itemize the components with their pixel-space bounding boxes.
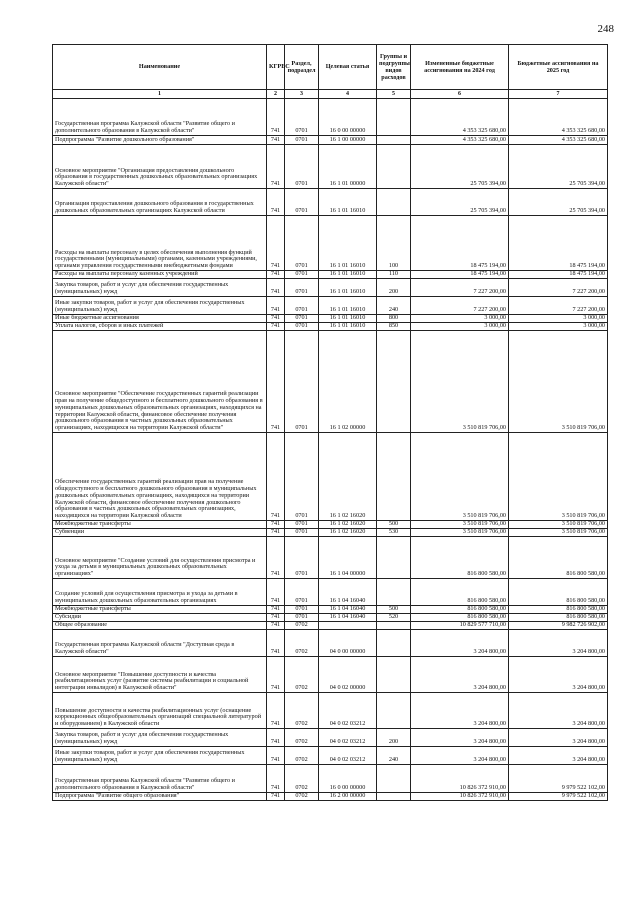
table-row — [53, 189, 608, 216]
row-allocation-2025: 3 510 819 706,00 — [509, 521, 608, 529]
row-kgrbs: 741 — [267, 315, 285, 323]
row-expense-group — [377, 145, 411, 189]
column-number: 4 — [319, 90, 377, 99]
row-allocation-2024: 816 800 580,00 — [411, 606, 509, 614]
table-row — [53, 622, 608, 630]
row-allocation-2025: 25 705 394,00 — [509, 189, 608, 216]
row-allocation-2024: 25 705 394,00 — [411, 145, 509, 189]
column-number-row — [53, 90, 608, 99]
row-section: 0701 — [285, 99, 319, 136]
row-name: Иные закупки товаров, работ и услуг для обеспечения государственных (муниципальных) нужд — [53, 297, 267, 315]
row-allocation-2024: 3 510 819 706,00 — [411, 529, 509, 537]
row-name: Обеспечение государственных гарантий реализации прав на получение общедоступного и бесплатного дошкольного образования в муниципальных дошкольных образовательных организациях, находящихся на территории Калужской области, финансовое обеспечение получения дошкольного образования в частных дошкольных образовательных организациях, находящихся на территории Калужской области — [53, 433, 267, 521]
row-allocation-2024: 3 000,00 — [411, 323, 509, 331]
table-row — [53, 657, 608, 693]
row-kgrbs: 741 — [267, 323, 285, 331]
row-allocation-2024: 3 510 819 706,00 — [411, 433, 509, 521]
header-allocation-2024: Измененные бюджетные ассигнования на 2024 год — [411, 45, 509, 90]
row-allocation-2025: 9 979 522 102,00 — [509, 765, 608, 793]
header-expense-group: Группы и подгруппы видов расходов — [377, 45, 411, 90]
table-row — [53, 747, 608, 765]
row-expense-group — [377, 433, 411, 521]
row-target-article: 16 1 01 16010 — [319, 315, 377, 323]
table-row — [53, 216, 608, 271]
row-target-article: 16 1 04 16040 — [319, 579, 377, 606]
row-kgrbs: 741 — [267, 279, 285, 297]
row-allocation-2025: 4 353 325 680,00 — [509, 99, 608, 136]
row-name: Расходы на выплаты персоналу в целях обеспечения выполнения функций государственными (муниципальными) органами, казенными учреждениями, органами управления государственными внебюджетными фондами — [53, 216, 267, 271]
row-section: 0701 — [285, 433, 319, 521]
row-name: Иные закупки товаров, работ и услуг для обеспечения государственных (муниципальных) нужд — [53, 747, 267, 765]
row-allocation-2024: 3 204 800,00 — [411, 693, 509, 729]
header-kgrbs: КГРБС — [267, 45, 285, 90]
row-allocation-2025: 3 000,00 — [509, 323, 608, 331]
table-row — [53, 630, 608, 657]
column-number: 3 — [285, 90, 319, 99]
row-allocation-2024: 3 204 800,00 — [411, 729, 509, 747]
row-expense-group: 240 — [377, 297, 411, 315]
row-allocation-2025: 816 800 580,00 — [509, 614, 608, 622]
row-target-article: 04 0 02 03212 — [319, 693, 377, 729]
row-section: 0702 — [285, 657, 319, 693]
row-target-article: 16 1 04 16040 — [319, 614, 377, 622]
row-section: 0701 — [285, 297, 319, 315]
row-allocation-2025: 4 353 325 680,00 — [509, 136, 608, 145]
row-kgrbs: 741 — [267, 579, 285, 606]
header-section: Раздел, подраздел — [285, 45, 319, 90]
row-expense-group — [377, 331, 411, 433]
row-target-article: 16 1 04 00000 — [319, 537, 377, 579]
row-section: 0702 — [285, 693, 319, 729]
row-expense-group: 520 — [377, 614, 411, 622]
row-name: Подпрограмма "Развитие дошкольного образования" — [53, 136, 267, 145]
row-allocation-2025: 7 227 200,00 — [509, 279, 608, 297]
row-target-article: 04 0 02 03212 — [319, 729, 377, 747]
row-allocation-2024: 18 475 194,00 — [411, 216, 509, 271]
header-name: Наименование — [53, 45, 267, 90]
row-name: Создание условий для осуществления присмотра и ухода за детьми в муниципальных дошкольных образовательных организациях — [53, 579, 267, 606]
row-expense-group — [377, 622, 411, 630]
row-allocation-2024: 3 510 819 706,00 — [411, 331, 509, 433]
row-allocation-2024: 10 829 577 710,00 — [411, 622, 509, 630]
row-allocation-2025: 9 979 522 102,00 — [509, 793, 608, 801]
row-allocation-2025: 3 510 819 706,00 — [509, 433, 608, 521]
row-expense-group: 500 — [377, 521, 411, 529]
row-allocation-2024: 7 227 200,00 — [411, 297, 509, 315]
table-row — [53, 693, 608, 729]
row-target-article: 16 1 01 16010 — [319, 323, 377, 331]
row-allocation-2025: 7 227 200,00 — [509, 297, 608, 315]
row-kgrbs: 741 — [267, 529, 285, 537]
row-expense-group — [377, 99, 411, 136]
row-name: Уплата налогов, сборов и иных платежей — [53, 323, 267, 331]
row-kgrbs: 741 — [267, 622, 285, 630]
row-allocation-2024: 4 353 325 680,00 — [411, 99, 509, 136]
row-section: 0701 — [285, 537, 319, 579]
row-expense-group — [377, 136, 411, 145]
row-name: Организация предоставления дошкольного образования в государственных дошкольных образовательных организациях Калужской области — [53, 189, 267, 216]
row-expense-group: 200 — [377, 279, 411, 297]
column-number: 1 — [53, 90, 267, 99]
row-expense-group — [377, 793, 411, 801]
row-allocation-2024: 3 204 800,00 — [411, 657, 509, 693]
table-row — [53, 579, 608, 606]
row-section: 0702 — [285, 630, 319, 657]
row-expense-group — [377, 765, 411, 793]
row-name: Подпрограмма "Развитие общего образования" — [53, 793, 267, 801]
row-expense-group — [377, 693, 411, 729]
row-allocation-2024: 7 227 200,00 — [411, 279, 509, 297]
row-name: Основное мероприятие "Повышение доступности и качества реабилитационных услуг (развитие системы реабилитации и социальной интеграции инвалидов) в Калужской области" — [53, 657, 267, 693]
row-target-article: 16 2 00 00000 — [319, 793, 377, 801]
row-name: Государственная программа Калужской области "Развитие общего и дополнительного образования в Калужской области" — [53, 765, 267, 793]
row-target-article: 16 1 01 16010 — [319, 216, 377, 271]
row-allocation-2024: 18 475 194,00 — [411, 271, 509, 279]
row-section: 0701 — [285, 323, 319, 331]
row-allocation-2024: 3 204 800,00 — [411, 747, 509, 765]
row-section: 0702 — [285, 793, 319, 801]
row-kgrbs: 741 — [267, 693, 285, 729]
row-allocation-2025: 3 510 819 706,00 — [509, 331, 608, 433]
table-row — [53, 297, 608, 315]
row-kgrbs: 741 — [267, 145, 285, 189]
row-section: 0701 — [285, 189, 319, 216]
row-name: Расходы на выплаты персоналу казенных учреждений — [53, 271, 267, 279]
table-row — [53, 765, 608, 793]
row-section: 0701 — [285, 606, 319, 614]
row-name: Основное мероприятие "Организация предоставления дошкольного образования в государственных дошкольных образовательных организациях Калужской области" — [53, 145, 267, 189]
row-allocation-2024: 3 204 800,00 — [411, 630, 509, 657]
row-allocation-2024: 3 510 819 706,00 — [411, 521, 509, 529]
row-target-article — [319, 622, 377, 630]
row-name: Общее образование — [53, 622, 267, 630]
row-allocation-2025: 25 705 394,00 — [509, 145, 608, 189]
column-number: 2 — [267, 90, 285, 99]
row-expense-group — [377, 630, 411, 657]
row-kgrbs: 741 — [267, 793, 285, 801]
row-section: 0701 — [285, 529, 319, 537]
row-target-article: 04 0 00 00000 — [319, 630, 377, 657]
header-target-article: Целевая статья — [319, 45, 377, 90]
table-row — [53, 271, 608, 279]
row-expense-group — [377, 189, 411, 216]
row-target-article: 16 0 00 00000 — [319, 765, 377, 793]
row-kgrbs: 741 — [267, 216, 285, 271]
row-allocation-2024: 4 353 325 680,00 — [411, 136, 509, 145]
row-allocation-2025: 3 204 800,00 — [509, 747, 608, 765]
row-name: Основное мероприятие "Обеспечение государственных гарантий реализации прав на получение общедоступного и бесплатного дошкольного образования в муниципальных дошкольных образовательных организациях, находящихся на территории Калужской области, финансовое обеспечение получения дошкольного образования в частных дошкольных образовательных организациях, находящихся на территории Калужской области" — [53, 331, 267, 433]
row-allocation-2024: 3 000,00 — [411, 315, 509, 323]
table-row — [53, 729, 608, 747]
row-kgrbs: 741 — [267, 433, 285, 521]
row-kgrbs: 741 — [267, 614, 285, 622]
row-name: Межбюджетные трансферты — [53, 521, 267, 529]
row-kgrbs: 741 — [267, 297, 285, 315]
row-allocation-2024: 25 705 394,00 — [411, 189, 509, 216]
column-number: 5 — [377, 90, 411, 99]
row-name: Субсидии — [53, 614, 267, 622]
row-allocation-2025: 3 204 800,00 — [509, 630, 608, 657]
column-number: 7 — [509, 90, 608, 99]
row-section: 0701 — [285, 145, 319, 189]
table-row — [53, 529, 608, 537]
row-expense-group — [377, 657, 411, 693]
row-kgrbs: 741 — [267, 99, 285, 136]
row-section: 0701 — [285, 271, 319, 279]
table-row — [53, 136, 608, 145]
table-row — [53, 793, 608, 801]
row-allocation-2025: 816 800 580,00 — [509, 579, 608, 606]
page-number: 248 — [597, 23, 614, 35]
row-target-article: 16 1 02 16020 — [319, 433, 377, 521]
row-target-article: 16 1 02 16020 — [319, 529, 377, 537]
row-allocation-2025: 3 510 819 706,00 — [509, 529, 608, 537]
row-expense-group: 100 — [377, 216, 411, 271]
row-section: 0702 — [285, 622, 319, 630]
row-allocation-2024: 816 800 580,00 — [411, 614, 509, 622]
row-allocation-2024: 816 800 580,00 — [411, 537, 509, 579]
row-allocation-2024: 816 800 580,00 — [411, 579, 509, 606]
row-allocation-2025: 3 204 800,00 — [509, 657, 608, 693]
row-target-article: 04 0 02 00000 — [319, 657, 377, 693]
row-allocation-2024: 10 826 372 910,00 — [411, 793, 509, 801]
row-name: Субвенции — [53, 529, 267, 537]
row-kgrbs: 741 — [267, 606, 285, 614]
row-target-article: 16 1 02 00000 — [319, 331, 377, 433]
row-target-article: 04 0 02 03212 — [319, 747, 377, 765]
row-section: 0701 — [285, 614, 319, 622]
table-row — [53, 323, 608, 331]
row-name: Государственная программа Калужской области "Развитие общего и дополнительного образования в Калужской области" — [53, 99, 267, 136]
row-expense-group: 530 — [377, 529, 411, 537]
row-target-article: 16 1 00 00000 — [319, 136, 377, 145]
row-expense-group: 200 — [377, 729, 411, 747]
row-name: Закупка товаров, работ и услуг для обеспечения государственных (муниципальных) нужд — [53, 729, 267, 747]
row-section: 0701 — [285, 136, 319, 145]
row-name: Повышение доступности и качества реабилитационных услуг (оснащение коррекционных общеобразовательных организаций специальной литературой и оборудованием) в Калужской области — [53, 693, 267, 729]
row-target-article: 16 1 04 16040 — [319, 606, 377, 614]
row-allocation-2025: 816 800 580,00 — [509, 606, 608, 614]
row-target-article: 16 1 02 16020 — [319, 521, 377, 529]
row-allocation-2025: 3 000,00 — [509, 315, 608, 323]
row-kgrbs: 741 — [267, 331, 285, 433]
row-section: 0701 — [285, 521, 319, 529]
row-kgrbs: 741 — [267, 189, 285, 216]
row-section: 0701 — [285, 216, 319, 271]
row-kgrbs: 741 — [267, 729, 285, 747]
table-header-row — [53, 45, 608, 90]
row-target-article: 16 1 01 16010 — [319, 297, 377, 315]
row-section: 0701 — [285, 279, 319, 297]
row-target-article: 16 1 01 16010 — [319, 189, 377, 216]
table-row — [53, 279, 608, 297]
row-name: Межбюджетные трансферты — [53, 606, 267, 614]
row-section: 0701 — [285, 315, 319, 323]
row-section: 0701 — [285, 579, 319, 606]
row-name: Иные бюджетные ассигнования — [53, 315, 267, 323]
row-section: 0701 — [285, 331, 319, 433]
table-row — [53, 331, 608, 433]
row-kgrbs: 741 — [267, 765, 285, 793]
row-kgrbs: 741 — [267, 630, 285, 657]
row-expense-group: 240 — [377, 747, 411, 765]
row-name: Основное мероприятие "Создание условий для осуществления присмотра и ухода за детьми в муниципальных дошкольных образовательных организациях" — [53, 537, 267, 579]
row-allocation-2024: 10 826 372 910,00 — [411, 765, 509, 793]
row-expense-group: 850 — [377, 323, 411, 331]
row-allocation-2025: 816 800 580,00 — [509, 537, 608, 579]
column-number: 6 — [411, 90, 509, 99]
budget-allocation-table — [52, 44, 608, 801]
table-row — [53, 537, 608, 579]
row-name: Государственная программа Калужской области "Доступная среда в Калужской области" — [53, 630, 267, 657]
row-expense-group — [377, 579, 411, 606]
row-expense-group: 500 — [377, 606, 411, 614]
table-row — [53, 145, 608, 189]
table-row — [53, 99, 608, 136]
row-kgrbs: 741 — [267, 271, 285, 279]
row-section: 0702 — [285, 729, 319, 747]
row-target-article: 16 0 00 00000 — [319, 99, 377, 136]
row-target-article: 16 1 01 00000 — [319, 145, 377, 189]
row-kgrbs: 741 — [267, 537, 285, 579]
header-allocation-2025: Бюджетные ассигнования на 2025 год — [509, 45, 608, 90]
table-row — [53, 614, 608, 622]
row-allocation-2025: 9 982 726 902,00 — [509, 622, 608, 630]
row-allocation-2025: 3 204 800,00 — [509, 729, 608, 747]
row-allocation-2025: 18 475 194,00 — [509, 271, 608, 279]
row-section: 0702 — [285, 747, 319, 765]
row-name: Закупка товаров, работ и услуг для обеспечения государственных (муниципальных) нужд — [53, 279, 267, 297]
row-kgrbs: 741 — [267, 657, 285, 693]
row-expense-group: 800 — [377, 315, 411, 323]
row-kgrbs: 741 — [267, 136, 285, 145]
row-target-article: 16 1 01 16010 — [319, 271, 377, 279]
table-row — [53, 433, 608, 521]
row-kgrbs: 741 — [267, 521, 285, 529]
row-section: 0702 — [285, 765, 319, 793]
row-allocation-2025: 3 204 800,00 — [509, 693, 608, 729]
row-target-article: 16 1 01 16010 — [319, 279, 377, 297]
row-kgrbs: 741 — [267, 747, 285, 765]
row-expense-group — [377, 537, 411, 579]
row-expense-group: 110 — [377, 271, 411, 279]
row-allocation-2025: 18 475 194,00 — [509, 216, 608, 271]
